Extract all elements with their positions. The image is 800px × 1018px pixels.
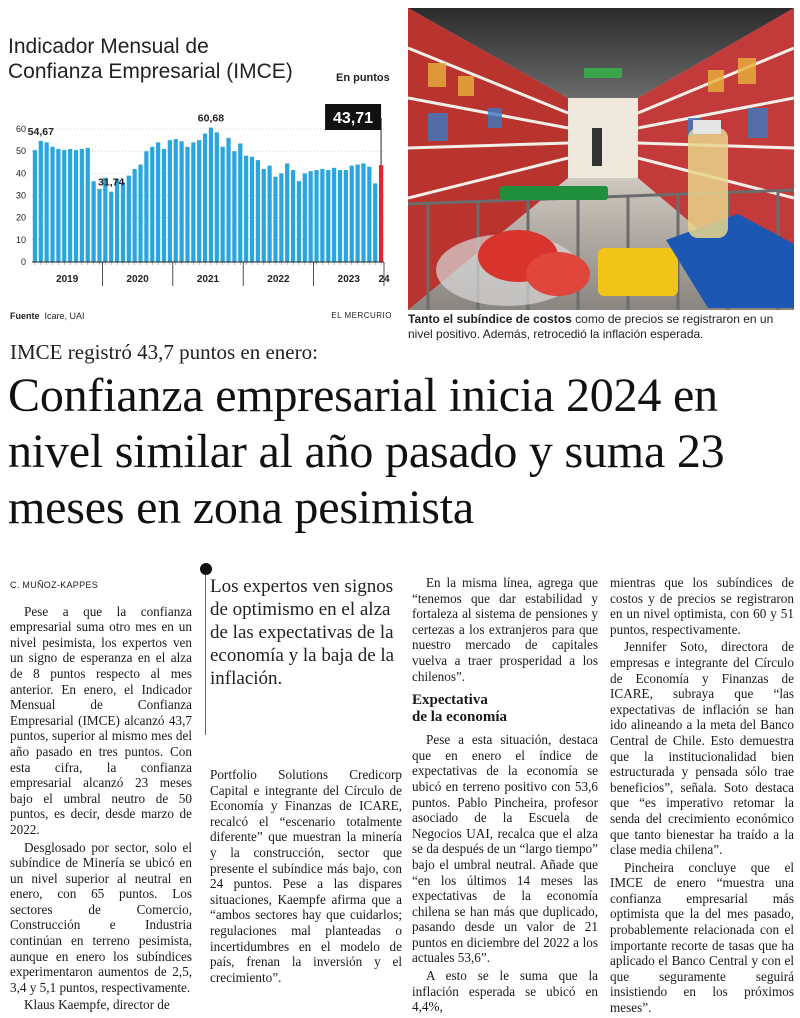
chart-bar — [91, 181, 95, 262]
chart-bar — [162, 149, 166, 262]
chart-bar — [338, 170, 342, 262]
chart-bar — [109, 192, 113, 262]
chart-bar — [39, 141, 43, 262]
chart-bar — [179, 141, 183, 262]
paragraph: Pincheira concluye que el IMCE de enero “muestra una confianza empresarial más optimista que la del mes pasado, probablemente relacionada con el importante recorte de tasas que ha aplicado el Banco Central y con el que seguramente seguirá insistiendo en los próximos meses”. — [610, 859, 794, 1016]
chart-bar — [97, 189, 101, 262]
chart-bar — [50, 147, 54, 262]
chart-bar — [373, 183, 377, 262]
chart-bar — [314, 170, 318, 262]
chart-bar — [197, 140, 201, 262]
y-tick-label: 60 — [15, 124, 26, 135]
chart-bar — [326, 170, 330, 262]
chart-bar — [256, 160, 260, 262]
subhead — [412, 692, 598, 726]
chart-bar — [320, 169, 324, 262]
year-label: 2022 — [267, 274, 290, 285]
year-label: 2019 — [56, 274, 79, 285]
chart-bar — [121, 182, 125, 262]
photo-caption — [408, 312, 796, 342]
chart-bar — [361, 163, 365, 262]
caption-text: como de precios se registraron en un nivel positivo. Además, retrocedió la inflación esperada. — [408, 312, 774, 341]
supermarket-aisle-image — [408, 8, 794, 310]
y-tick-label: 10 — [15, 234, 26, 245]
chart-bar — [80, 149, 84, 262]
chart-bar — [285, 163, 289, 262]
imce-chart-block — [6, 6, 398, 326]
caption-lead: Tanto el subíndice de costos — [408, 312, 572, 326]
chart-bar — [103, 178, 107, 262]
article-column-2 — [210, 767, 402, 987]
y-tick-label: 40 — [15, 168, 26, 179]
chart-bar — [138, 165, 142, 262]
source-text: Icare, UAI — [44, 311, 85, 321]
y-tick-label: 50 — [15, 146, 26, 157]
paragraph: Pese a que la confianza empresarial suma otro mes en un nivel pesimista, los expertos ven un signo de esperanza en el alza de 8 puntos respecto al mes anterior. En enero, el Indicador Mensual de Confianza Empresarial (IMCE) alcanzó 43,7 puntos, superior al mismo mes del año pasado en tres puntos. Con esta cifra, la confianza empresarial alcanzó 23 meses bajo el umbral neutro de 50 puntos, es decir, desde marzo de 2022. — [10, 603, 192, 837]
article-column-4 — [610, 575, 794, 1018]
year-label: 2020 — [126, 274, 149, 285]
paragraph: A esto se le suma que la inflación esperada se ubicó en 4,4%, — [412, 968, 598, 1015]
chart-bar — [56, 149, 60, 262]
chart-title — [8, 34, 293, 84]
chart-bar — [273, 177, 277, 262]
chart-bar — [226, 138, 230, 262]
pullquote-dot — [200, 563, 212, 575]
chart-unit-label: En puntos — [336, 72, 390, 84]
year-label: 24 — [378, 274, 390, 285]
y-tick-label: 30 — [15, 190, 26, 201]
subhead-line1: Expectativa — [412, 692, 488, 709]
chart-bar — [86, 148, 90, 262]
paragraph: Klaus Kaempfe, director de — [24, 997, 170, 1013]
byline: C. MUÑOZ-KAPPES — [10, 580, 99, 590]
chart-bar — [221, 147, 225, 262]
chart-bar — [379, 165, 383, 262]
chart-bar — [191, 142, 195, 262]
chart-bar — [344, 170, 348, 262]
paragraph: Jennifer Soto, directora de empresas e integrante del Círculo de Economía y Finanzas de ICARE, subraya que “las expectativas de inflación se han ido alineando a la meta del Banco Central de Chile. Esto demuestra que la institucionalidad bien estructurada y pensada sólo trae beneficios”, señala. Soto destaca que “es imperativo retomar la senda del crecimiento económico que tanto bienestar ha traído a la clase media chilena”. — [610, 639, 794, 858]
callout-low-value: 31,74 — [98, 176, 125, 189]
chart-bar — [168, 140, 172, 262]
chart-title-line1: Indicador Mensual de — [8, 35, 209, 58]
year-label: 2023 — [337, 274, 360, 285]
paragraph: Pese a esta situación, destaca que en enero el índice de expectativas de la economía se ubicó en terreno positivo con 53,6 puntos. Pablo Pincheira, profesor asociado de la Escuela de Negocios UAI, recalca que el alza se da después de un “largo tiempo” bajo el umbral neutral. Añade que “en los últimos 14 meses las expectativas de la economía chilena se han más que duplicado, pasando desde un valor de 21 puntos en diciembre del 2022 a los actuales 53,6”. — [412, 732, 598, 966]
chart-bar — [262, 169, 266, 262]
subhead-line2: de la economía — [412, 709, 507, 726]
chart-bar — [303, 173, 307, 262]
chart-bar — [150, 147, 154, 262]
chart-bar — [133, 169, 137, 262]
chart-source — [10, 311, 85, 321]
chart-bar — [367, 167, 371, 262]
source-label: Fuente — [10, 311, 40, 321]
chart-bar — [74, 150, 78, 262]
callout-last-value: 43,71 — [333, 110, 374, 127]
chart-bar — [174, 139, 178, 262]
y-tick-label: 20 — [15, 212, 26, 223]
chart-bar — [332, 168, 336, 262]
chart-bar — [45, 142, 49, 262]
chart-bar — [350, 166, 354, 262]
chart-bar — [115, 179, 119, 262]
article-column-1 — [10, 578, 192, 1015]
chart-bar — [127, 176, 131, 262]
chart-bar — [232, 151, 236, 262]
chart-bar — [238, 143, 242, 262]
chart-bar — [244, 156, 248, 262]
chart-bar — [279, 173, 283, 262]
callout-peak-value: 60,68 — [197, 112, 225, 125]
supermarket-photo — [408, 8, 794, 310]
article-column-3 — [412, 575, 598, 1017]
headline-kicker: IMCE registró 43,7 puntos en enero: — [10, 340, 318, 364]
chart-bar — [250, 157, 254, 262]
chart-bar — [297, 181, 301, 262]
y-tick-label: 0 — [20, 257, 26, 267]
pullquote-rule — [205, 575, 206, 735]
headline: Confianza empresarial inicia 2024 en nivel similar al año pasado y suma 23 meses en zona pesimista — [8, 369, 725, 534]
chart-bar — [355, 165, 359, 262]
paragraph: mientras que los subíndices de costos y de precios se registraron en un nivel optimista, con 60 y 51 puntos, respectivamente. — [610, 575, 794, 637]
chart-bar — [209, 128, 213, 262]
chart-bar — [185, 147, 189, 262]
chart-bar — [62, 150, 66, 262]
year-label: 2021 — [196, 274, 220, 285]
chart-bar — [68, 149, 72, 262]
paragraph: Desglosado por sector, solo el subíndice de Minería se ubicó en un nivel superior al neutral en enero, con 65 puntos. Los sectores de Comercio, Construcción e Industria continúan en terreno pesimista, aunque en enero los subíndices experimentaron aumentos de 2,5, 3,4 y 5,1 puntos, respectivamente. — [10, 839, 192, 995]
chart-bar — [291, 170, 295, 262]
chart-bar — [203, 134, 207, 262]
chart-bar — [156, 142, 160, 262]
pullquote: Los expertos ven signos de optimismo en el alza de las expectativas de la economía y la baja de la inflación. — [210, 576, 395, 689]
paragraph: Portfolio Solutions Credicorp Capital e integrante del Círculo de Economía y Finanzas de ICARE, recalcó el “escenario totalmente diferente” que muestran la minería y la construcción, sector que presente el subíndice más bajo, con 24 puntos. Pese a las dispares situaciones, Kaempfe afirma que a “ambos sectores hay que cuidarlos; regulaciones mal planteadas o incertidumbres en el modelo de país, frenan la inversión y el crecimiento”. — [210, 767, 402, 985]
callout-first-value: 54,67 — [27, 125, 54, 138]
chart-bar — [215, 132, 219, 262]
paragraph: En la misma línea, agrega que “tenemos que dar estabilidad y fortaleza al sistema de pensiones y certezas a los extranjeros para que nuestro mercado de capitales vuelva a traer prosperidad a los chilenos”. — [412, 575, 598, 684]
publication-credit: EL MERCURIO — [331, 311, 392, 320]
chart-bar — [309, 171, 313, 262]
chart-title-line2: Confianza Empresarial (IMCE) — [8, 60, 293, 83]
chart-bar — [33, 150, 37, 262]
chart-bar — [144, 151, 148, 262]
imce-bar-chart — [6, 98, 398, 308]
chart-bar — [267, 166, 271, 262]
